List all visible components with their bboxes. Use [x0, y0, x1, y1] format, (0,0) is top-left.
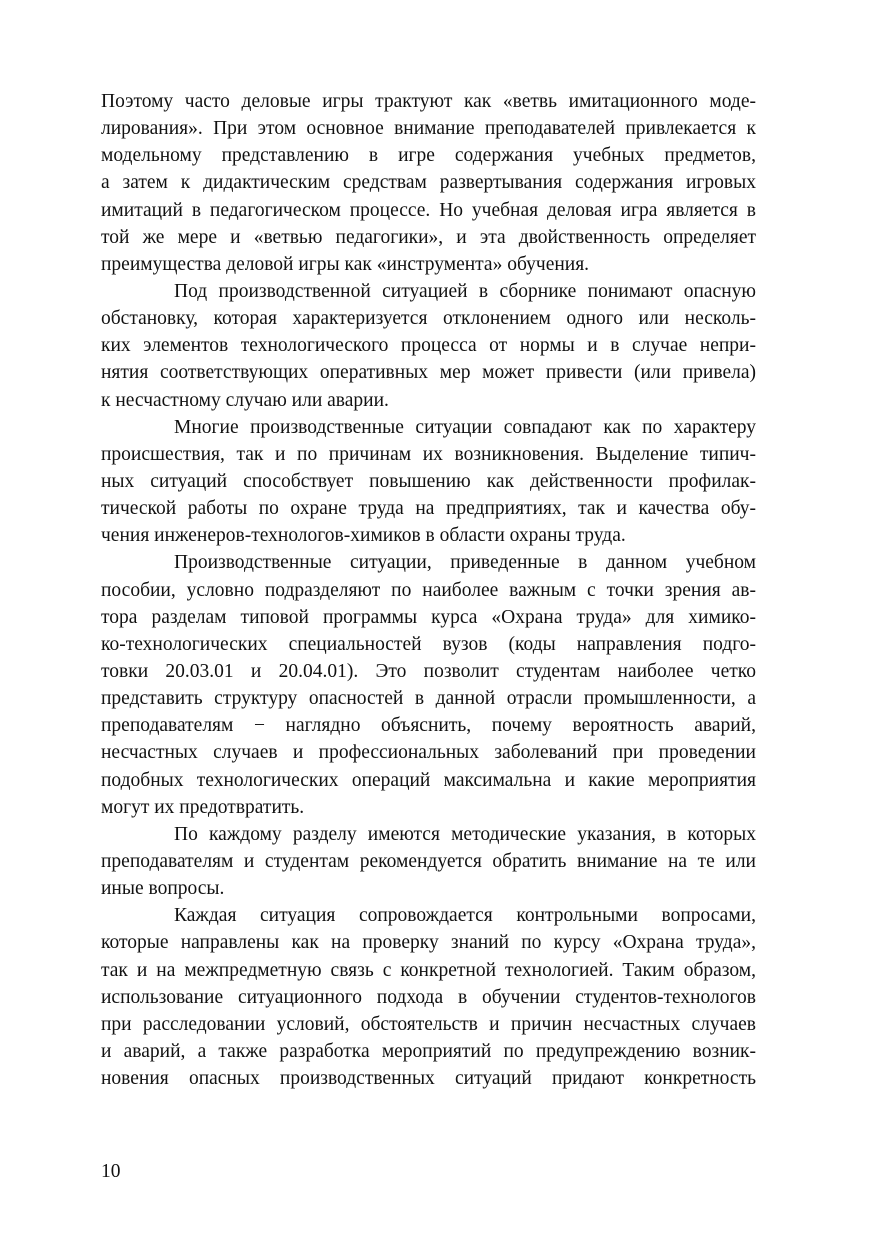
text-line: происшествия, так и по причинам их возникновения. Выделение типич- — [101, 443, 756, 465]
text-line: иные вопросы. — [101, 878, 225, 900]
text-line: а затем к дидактическим средствам развертывания содержания игровых — [101, 172, 756, 194]
page-number: 10 — [101, 1161, 121, 1182]
text-line: имитаций в педагогическом процессе. Но учебная деловая игра является в — [101, 199, 756, 221]
paragraph-3 — [101, 414, 756, 550]
text-line: к несчастному случаю или аварии. — [101, 389, 389, 411]
text-line: при расследовании условий, обстоятельств и причин несчастных случаев — [101, 1013, 756, 1035]
text-line: товки 20.03.01 и 20.04.01). Это позволит студентам наиболее четко — [101, 660, 756, 682]
text-line: могут их предотвратить. — [101, 796, 305, 818]
text-line: преимущества деловой игры как «инструмента» обучения. — [101, 253, 590, 275]
text-line: тора разделам типовой программы курса «Охрана труда» для химико- — [101, 606, 756, 628]
text-line: лирования». При этом основное внимание преподавателей привлекается к — [101, 118, 756, 140]
text-line: По каждому разделу имеются методические указания, в которых — [174, 823, 756, 845]
text-line: обстановку, которая характеризуется отклонением одного или несколь- — [101, 308, 756, 330]
paragraph-2 — [101, 278, 756, 414]
text-line: так и на межпредметную связь с конкретной технологией. Таким образом, — [101, 959, 756, 981]
text-line: несчастных случаев и профессиональных заболеваний при проведении — [101, 742, 756, 764]
text-line: модельному представлению в игре содержания учебных предметов, — [101, 145, 756, 167]
text-line: той же мере и «ветвью педагогики», и эта двойственность определяет — [101, 226, 756, 248]
text-line: тической работы по охране труда на предприятиях, так и качества обу- — [101, 498, 756, 520]
text-line: нятия соответствующих оперативных мер может привести (или привела) — [101, 362, 756, 384]
text-line: представить структуру опасностей в данной отрасли промышленности, а — [101, 688, 756, 710]
paragraph-5 — [101, 821, 756, 902]
paragraph-1 — [101, 88, 756, 278]
text-line: использование ситуационного подхода в обучении студентов-технологов — [101, 986, 756, 1008]
text-line: пособии, условно подразделяют по наиболее важным с точки зрения ав- — [101, 579, 756, 601]
paragraph-4 — [101, 549, 756, 820]
text-line: Каждая ситуация сопровождается контрольными вопросами, — [174, 905, 756, 927]
text-line: Многие производственные ситуации совпадают как по характеру — [174, 416, 756, 438]
body-text — [101, 88, 756, 1092]
text-line: и аварий, а также разработка мероприятий по предупреждению возник- — [101, 1040, 756, 1062]
text-line: подобных технологических операций максимальна и какие мероприятия — [101, 769, 756, 791]
text-line: Производственные ситуации, приведенные в данном учебном — [174, 552, 756, 574]
text-line: Поэтому часто деловые игры трактуют как «ветвь имитационного моде- — [101, 91, 756, 112]
text-line: Под производственной ситуацией в сборнике понимают опасную — [174, 280, 756, 302]
text-line: ных ситуаций способствует повышению как действенности профилак- — [101, 470, 756, 492]
text-line: ких элементов технологического процесса от нормы и в случае непри- — [101, 335, 756, 357]
paragraph-6 — [101, 902, 756, 1092]
text-line: новения опасных производственных ситуаций придают конкретность — [101, 1068, 756, 1090]
text-line: преподавателям − наглядно объяснить, почему вероятность аварий, — [101, 715, 756, 737]
text-line: ко-технологических специальностей вузов (коды направления подго- — [101, 633, 756, 655]
text-line: чения инженеров-технологов-химиков в области охраны труда. — [101, 525, 626, 547]
text-line: которые направлены как на проверку знаний по курсу «Охрана труда», — [101, 932, 756, 954]
text-line: преподавателям и студентам рекомендуется обратить внимание на те или — [101, 850, 756, 872]
